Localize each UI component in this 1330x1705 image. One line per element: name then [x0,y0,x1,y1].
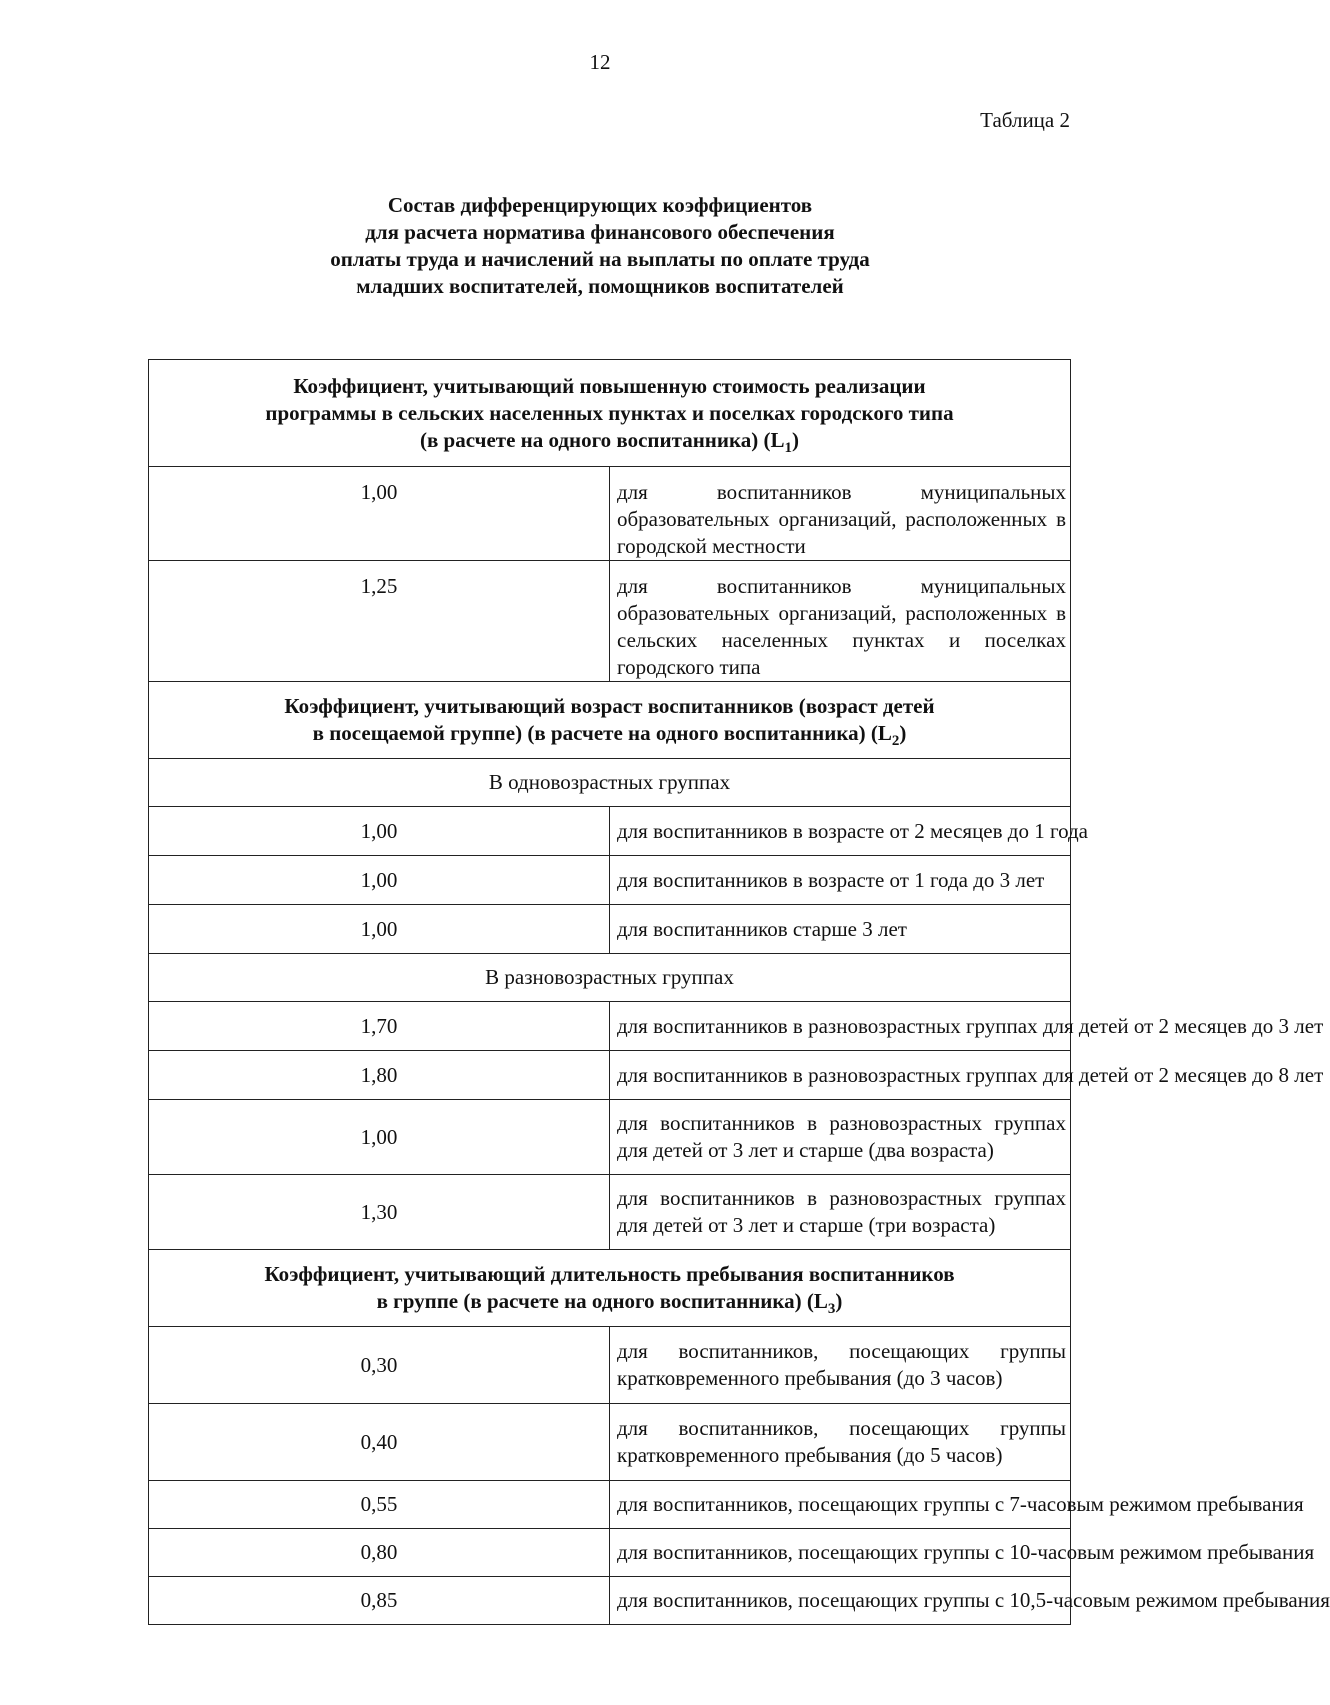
coefficients-table [148,359,1330,1625]
table-row [149,1175,1071,1250]
table-row [149,856,1071,905]
table-row [149,467,1071,561]
coefficient-value: 1,00 [149,905,610,954]
header-line [155,427,1064,454]
header-tail: ) [835,1289,843,1313]
coefficient-value: 1,70 [149,1002,610,1051]
table-row [149,807,1071,856]
header-tail: ) [899,721,907,745]
coefficient-description: для воспитанников муниципальных образовательных организаций, расположенных в городской местности [610,467,1071,561]
coefficient-description: для воспитанников в разновозрастных группах для детей от 3 лет и старше (три возраста) [610,1175,1071,1250]
coefficient-description: для воспитанников, посещающих группы с 7-часовым режимом пребывания [610,1481,1071,1529]
section-header-row [149,682,1071,759]
table-row [149,1529,1071,1577]
subheader-mixed-age: В разновозрастных группах [149,954,1071,1002]
header-line: Коэффициент, учитывающий повышенную стоимость реализации [293,373,926,398]
title-line: Состав дифференцирующих коэффициентов [387,193,813,217]
header-text: в группе (в расчете на одного воспитанника) (L [376,1289,828,1313]
header-text: (в расчете на одного воспитанника) (L [419,427,785,452]
header-tail: ) [792,427,800,452]
header-text: в посещаемой группе) (в расчете на одного воспитанника) (L [312,721,892,745]
page-number: 12 [589,50,611,74]
coefficient-value: 0,55 [149,1481,610,1529]
coefficient-description: для воспитанников старше 3 лет [610,905,1071,954]
coefficient-value: 1,00 [149,807,610,856]
section-header-l3 [149,1250,1071,1327]
table-row [149,905,1071,954]
coefficient-value: 1,00 [149,856,610,905]
section-header-l1 [149,360,1071,467]
coefficient-description: для воспитанников в возрасте от 2 месяцев до 1 года [610,807,1071,856]
coefficient-description: для воспитанников, посещающих группы с 10-часовым режимом пребывания [610,1529,1071,1577]
coefficient-value: 1,80 [149,1051,610,1100]
table-row [149,561,1071,682]
header-line: Коэффициент, учитывающий возраст воспитанников (возраст детей [284,694,935,718]
section-header-row [149,360,1071,467]
coefficient-value: 1,25 [149,561,610,682]
coefficient-description: для воспитанников в разновозрастных группах для детей от 2 месяцев до 8 лет [610,1051,1071,1100]
table-row [149,1481,1071,1529]
title-line: младших воспитателей, помощников воспитателей [356,274,844,298]
header-subscript: 3 [827,1301,836,1318]
coefficient-value: 1,00 [149,467,610,561]
coefficient-value: 1,30 [149,1175,610,1250]
coefficient-description: для воспитанников муниципальных образовательных организаций, расположенных в сельских населенных пунктах и поселках городского типа [610,561,1071,682]
header-line [155,720,1064,750]
section-header-l2 [149,682,1071,759]
table-row [149,1404,1071,1481]
header-subscript: 2 [891,733,900,750]
section-header-row [149,1250,1071,1327]
table-row [149,1577,1071,1625]
header-subscript: 1 [784,439,793,456]
subheader-row [149,759,1071,807]
coefficient-description: для воспитанников в возрасте от 1 года до 3 лет [610,856,1071,905]
header-line: Коэффициент, учитывающий длительность пребывания воспитанников [264,1262,955,1286]
header-line [155,1288,1064,1318]
table-row [149,1002,1071,1051]
subheader-row [149,954,1071,1002]
table-label: Таблица 2 [980,108,1070,132]
title-line: для расчета норматива финансового обеспечения [365,220,835,244]
coefficient-value: 0,80 [149,1529,610,1577]
table-row [149,1327,1071,1404]
header-line: программы в сельских населенных пунктах и поселках городского типа [265,400,954,425]
coefficient-value: 0,85 [149,1577,610,1625]
table-row [149,1051,1071,1100]
table-row [149,1100,1071,1175]
coefficient-description: для воспитанников, посещающих группы кратковременного пребывания (до 3 часов) [610,1327,1071,1404]
document-title [0,192,1200,300]
coefficient-value: 0,40 [149,1404,610,1481]
title-line: оплаты труда и начислений на выплаты по оплате труда [330,247,870,271]
coefficient-description: для воспитанников, посещающих группы с 10,5-часовым режимом пребывания [610,1577,1071,1625]
coefficient-description: для воспитанников в разновозрастных группах для детей от 2 месяцев до 3 лет [610,1002,1071,1051]
coefficient-value: 1,00 [149,1100,610,1175]
coefficient-description: для воспитанников, посещающих группы кратковременного пребывания (до 5 часов) [610,1404,1071,1481]
subheader-same-age: В одновозрастных группах [149,759,1071,807]
coefficient-value: 0,30 [149,1327,610,1404]
coefficient-description: для воспитанников в разновозрастных группах для детей от 3 лет и старше (два возраста) [610,1100,1071,1175]
